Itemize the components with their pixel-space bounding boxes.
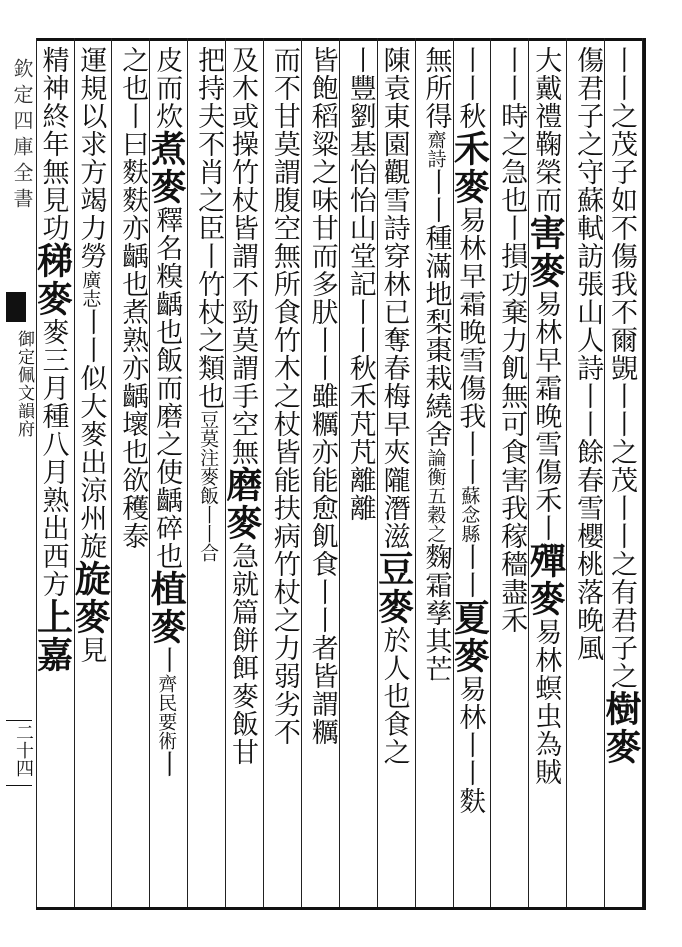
body-text: 易林螟虫為賊 [530,618,562,786]
body-text: 於人也食之 [378,626,410,766]
text-column [190,46,225,898]
body-text: 丨 [151,646,183,674]
body-text: 見 [75,636,107,664]
body-text: 大戴禮鞠榮而 [530,46,562,214]
body-text: 而不甘莫謂腹空無所食竹木之杖皆能扶病竹杖之力弱劣不 [268,46,300,746]
headword: 旋麥 [69,560,112,636]
body-text: 丨丨時之急也 [496,46,528,214]
annotation-text: 論衡五穀之 [424,448,447,543]
text-column [372,46,415,898]
body-text: 麥三月種八月熟出西方 [37,318,69,598]
body-text: 丨 [151,750,183,778]
body-text: 易林早霜晚雪傷我丨丨 [454,206,486,486]
body-text: 運規以求方竭力勞 [75,46,107,270]
column-rule [490,38,491,907]
body-text: 丨丨之茂子如不傷我不爾覬丨丨之茂丨丨之有君子之 [605,46,637,690]
annotation-text: 齊民要術 [155,674,178,750]
headword: 豆麥 [372,550,415,626]
body-text: 丨豐劉基怡怡山堂記丨丨秋禾芃芃離離 [344,46,376,522]
body-text: 精神終年無見功 [37,46,69,242]
column-rule [111,38,112,907]
text-column [342,46,374,898]
text-column [493,46,528,898]
body-text: 釋名糗齲也飯而磨之使齲碎也 [151,206,183,570]
headword: 稊麥 [31,242,74,318]
body-text: 把持夫不肖之臣丨竹杖之類也 [193,46,225,410]
annotation-text: 廣志 [79,270,102,308]
body-text: 皮而炊 [151,46,183,130]
body-text: 皆飽稻粱之味甘而多肰丨丨雖糲亦能愈飢食丨丨者皆謂糲 [306,46,338,746]
column-rule [263,38,264,907]
body-text: 丨丨秋 [454,46,486,130]
annotation-text: 豆莫注麥飯丨丨合 [197,410,220,562]
column-rule [415,38,416,907]
annotation-text: 齋詩 [424,130,447,168]
annotation-text: 蘇念縣 [458,486,481,543]
text-column [31,46,74,898]
text-column [304,46,336,898]
column-rule [642,38,643,907]
body-text: 無所得 [420,46,452,130]
body-text: 丨丨 [454,543,486,599]
body-text: 丨丨種滿地梨棗栽繞舍 [420,168,452,448]
body-text: 易林丨丨麩 [454,675,486,815]
headword: 煮麥 [145,130,188,206]
body-text: 麴霜孳其芒 [420,543,452,683]
text-column [266,46,298,898]
text-column [599,46,642,898]
headword: 上嘉 [31,598,74,674]
body-text: 欲穫泰 [117,466,149,550]
body-text: 及木或操竹杖皆謂不勁莫謂手空無 [226,46,258,466]
body-text: 易林早霜晚雪傷禾丨 [530,290,562,542]
column-rule [566,38,567,907]
headword: 植麥 [145,570,188,646]
body-text: 丨丨似大麥出涼州旋 [75,308,107,560]
body-text: 害我稼穡盡禾 [496,466,528,634]
body-text: 丨損功棄力飢無可食 [496,214,528,466]
text-column [569,46,604,898]
text-column [69,46,112,898]
headword: 夏麥 [448,599,491,675]
headword: 樹麥 [599,690,642,766]
column-rule [339,38,340,907]
column-rule [301,38,302,907]
headword: 磨麥 [220,466,263,542]
text-column [114,46,149,898]
body-text: 丨曰麩麩亦齲也煮熟亦齲壞也 [117,102,149,466]
text-column [418,46,450,898]
body-text: 之也 [117,46,149,102]
body-text: 陳袁東園觀雪詩穿林已奪春梅早夾隴潛滋 [378,46,410,550]
headword: 殫麥 [524,542,567,618]
margin-label: 欽定四庫全書 [10,58,34,214]
text-column [448,46,491,898]
fishtail-mark [6,292,26,322]
text-column [145,46,188,898]
headword: 禾麥 [448,130,491,206]
folio-number: 二十四 [6,720,32,786]
headword: 害麥 [524,214,567,290]
body-text: 急就篇餅餌麥飯甘 [226,542,258,766]
book-title: 御定佩文韻府 [14,330,34,438]
text-column [220,46,263,898]
column-rule [187,38,188,907]
text-column [524,46,567,898]
body-text: 傷君子之守蘇軾訪張山人詩丨丨餘春雪櫻桃落晚風 [572,46,604,662]
